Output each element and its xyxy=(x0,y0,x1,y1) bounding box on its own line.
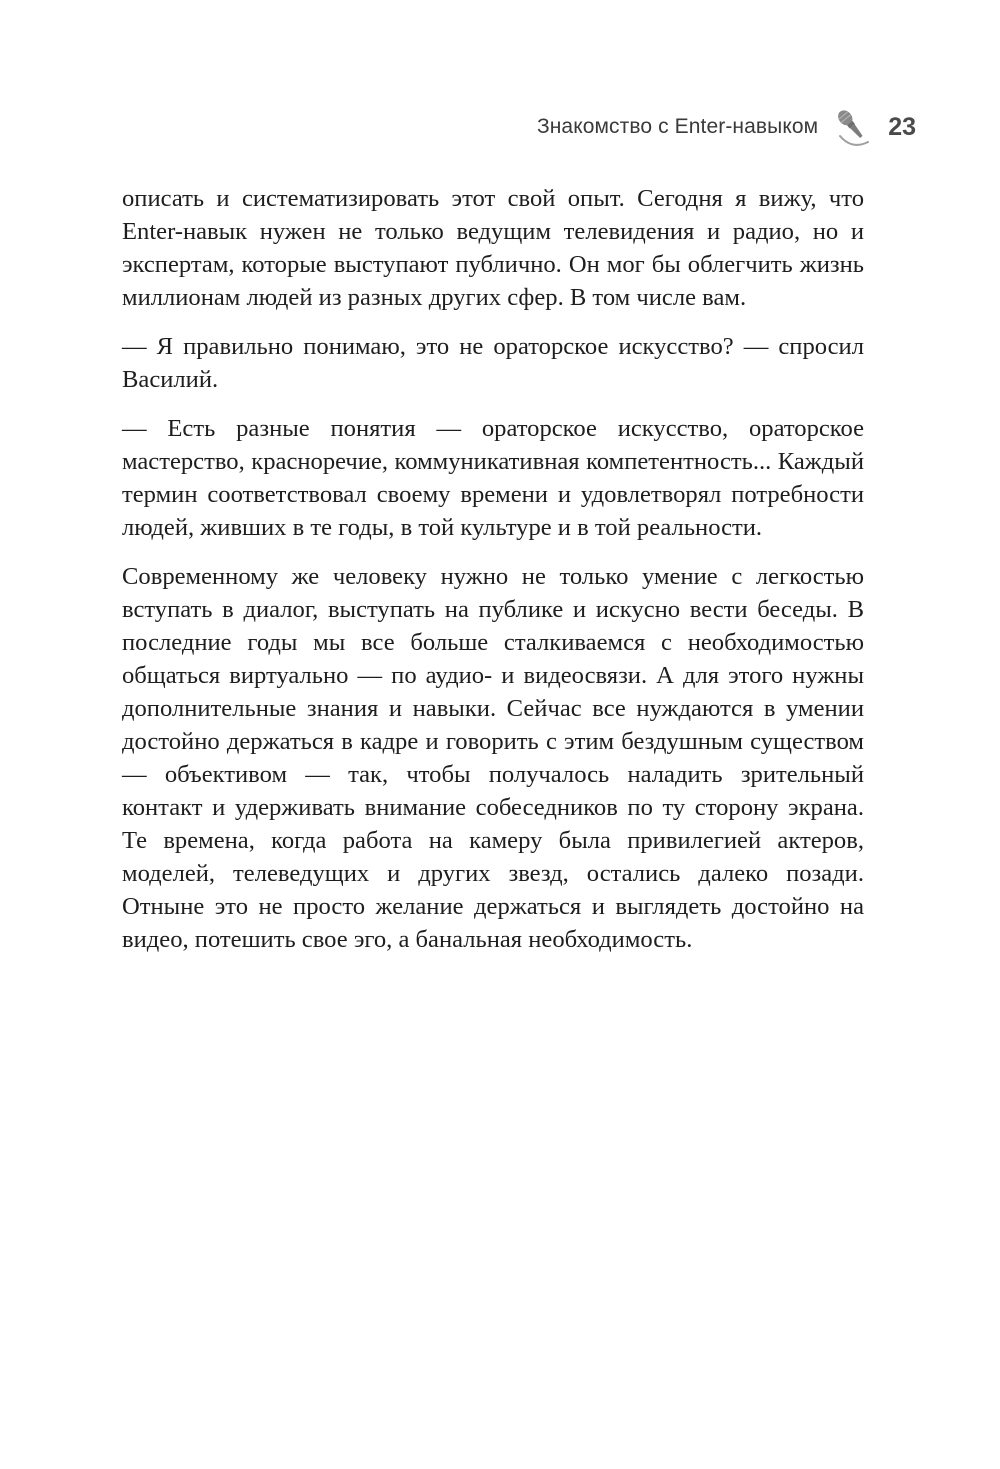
microphone-icon xyxy=(834,106,872,148)
body-text xyxy=(122,182,864,972)
paragraph: Современному же человеку нужно не только умение с легкостью вступать в диалог, выступать на публике и искусно вести беседы. В последние годы мы все больше сталкиваемся с необходимостью общаться виртуально — по аудио- и видеосвязи. А для этого нужны дополнительные знания и навыки. Сейчас все нуждаются в умении достойно держаться в кадре и говорить с этим бездушным существом — объективом — так, чтобы получалось наладить зрительный контакт и удерживать внимание собеседников по ту сторону экрана. Те времена, когда работа на камеру была привилегией актеров, моделей, телеведущих и других звезд, остались далеко позади. Отныне это не просто желание держаться и выглядеть достойно на видео, потешить свое эго, а банальная необходимость. xyxy=(122,563,864,953)
paragraph: — Я правильно понимаю, это не ораторское искусство? — спросил Василий. xyxy=(122,333,864,393)
paragraph: описать и систематизировать этот свой опыт. Сегодня я вижу, что Enter-навык нужен не только ведущим телевидения и радио, но и экспертам, которые выступают публично. Он мог бы облегчить жизнь миллионам людей из разных других сфер. В том числе вам. xyxy=(122,185,864,311)
running-head xyxy=(537,104,916,150)
running-title: Знакомство с Enter-навыком xyxy=(536,115,819,138)
paragraph: — Есть разные понятия — ораторское искусство, ораторское мастерство, красноречие, коммуникативная компетентность... Каждый термин соответствовал своему времени и удовлетворял потребности людей, живших в те годы, в той культуре и в той реальности. xyxy=(122,415,864,541)
page-number: 23 xyxy=(888,112,916,141)
